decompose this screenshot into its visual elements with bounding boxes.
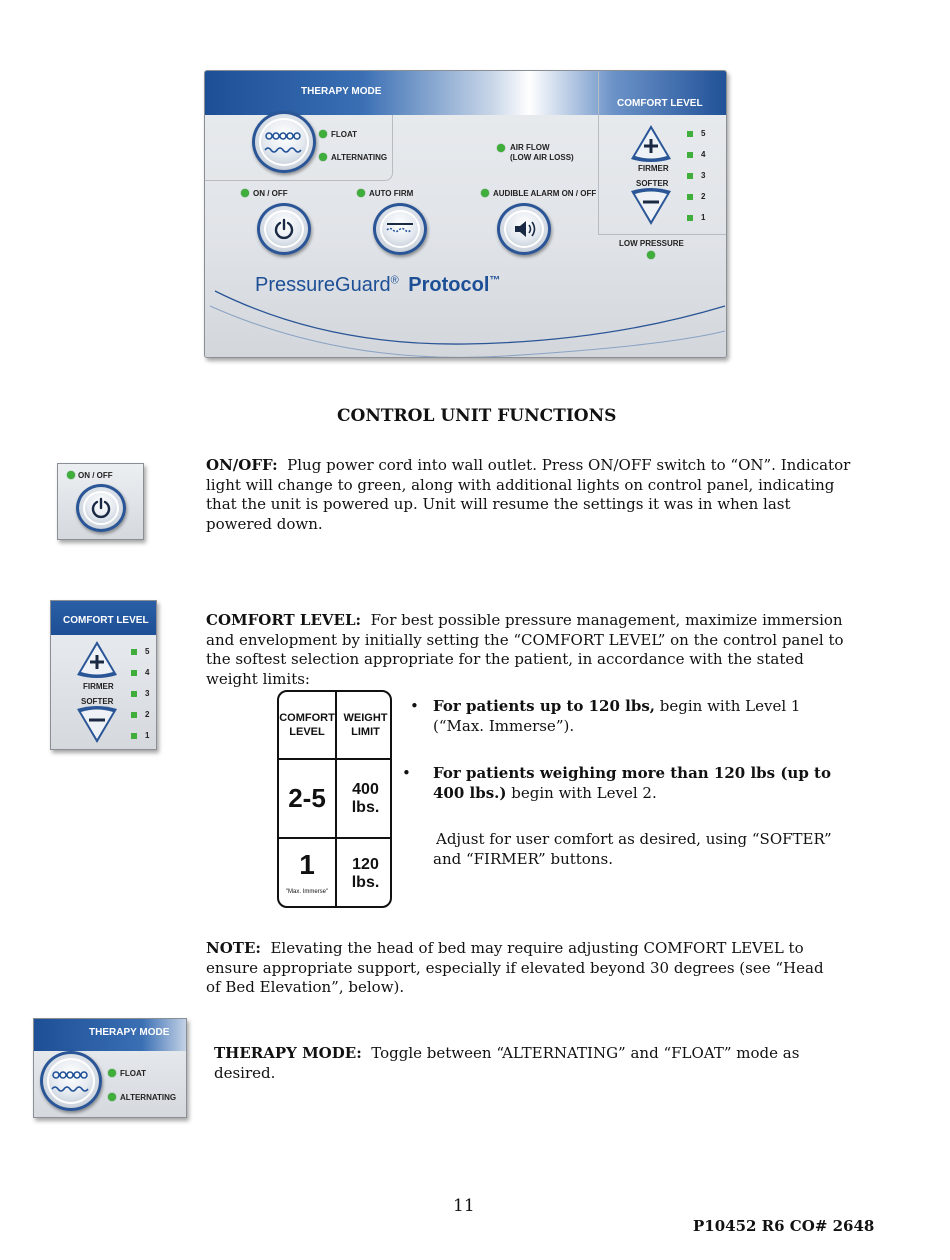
adjust-note: Adjust for user comfort as desired, using “SOFTER” and “FIRMER” buttons. (433, 830, 832, 868)
thumb-level-5: 5 (145, 647, 150, 656)
firmer-label: FIRMER (638, 164, 669, 173)
comfort-level-paragraph (206, 611, 856, 689)
alternating-thumb-label: ALTERNATING (120, 1093, 177, 1102)
thumb-level-3: 3 (145, 689, 150, 698)
control-panel-illustration (204, 70, 727, 358)
bullet-2 (433, 764, 843, 803)
firmer-thumb-button (75, 639, 119, 679)
firmer-thumb-label: FIRMER (83, 682, 114, 691)
level-2-label: 2 (701, 192, 706, 201)
level-1-label: 1 (701, 213, 706, 222)
thumb-level-2: 2 (145, 710, 150, 719)
bullet-2-text: begin with Level 2. (511, 783, 657, 802)
on-off-thumb-label: ON / OFF (78, 471, 113, 480)
audible-alarm-button (497, 203, 551, 255)
section-heading: CONTROL UNIT FUNCTIONS (337, 406, 617, 426)
on-off-label: ON / OFF (253, 189, 288, 198)
table-row1-weight: 400 lbs. (351, 780, 380, 816)
comfort-level-label: COMFORT LEVEL (617, 98, 703, 109)
level-2-led (687, 194, 693, 200)
brand-reg: ® (390, 274, 399, 287)
float-led (319, 130, 327, 138)
air-flow-label: AIR FLOW (510, 143, 550, 152)
level-4-led (687, 152, 693, 158)
decorative-swoosh (205, 276, 727, 358)
therapy-mode-icon (263, 132, 305, 156)
audible-alarm-label: AUDIBLE ALARM ON / OFF (493, 189, 597, 198)
firmer-button (629, 123, 673, 163)
softer-thumb-label: SOFTER (81, 697, 114, 706)
on-off-text: Plug power cord into wall outlet. Press ON/OFF switch to “ON”. Indicator light will change to green, along with additional lights on control panel, indicating that the unit is powered up. Unit will resume the settings it was in when last powered down. (206, 456, 851, 533)
table-header-weight-limit: WEIGHT LIMIT (343, 712, 388, 738)
thumb-level-4: 4 (145, 668, 150, 677)
note-term: NOTE: (206, 939, 261, 957)
air-flow-led (497, 144, 505, 152)
speaker-icon (513, 219, 537, 239)
comfort-level-thumbnail (50, 600, 157, 750)
level-1-led (687, 215, 693, 221)
brand-name: PressureGuard (255, 274, 391, 296)
therapy-mode-paragraph (214, 1044, 854, 1083)
document-code: P10452 R6 CO# 2648 (693, 1217, 875, 1235)
auto-firm-label: AUTO FIRM (369, 189, 414, 198)
on-off-thumb-button (76, 484, 126, 532)
level-3-label: 3 (701, 171, 706, 180)
therapy-thumb-label: THERAPY MODE (89, 1027, 170, 1038)
air-flow-sublabel: (LOW AIR LOSS) (510, 153, 574, 162)
power-icon (90, 497, 112, 519)
level-4-label: 4 (701, 150, 706, 159)
therapy-mode-button (252, 111, 316, 173)
level-3-led (687, 173, 693, 179)
therapy-thumb-button (40, 1051, 102, 1111)
table-row2-level: 1 (299, 849, 315, 880)
brand-tm: ™ (489, 274, 501, 287)
bullet-1-bold: For patients up to 120 lbs, (433, 697, 655, 715)
float-thumb-label: FLOAT (120, 1069, 147, 1078)
therapy-term: THERAPY MODE: (214, 1044, 362, 1062)
auto-firm-icon (385, 220, 415, 238)
level-5-label: 5 (701, 129, 706, 138)
note-text: Elevating the head of bed may require adjusting COMFORT LEVEL to ensure appropriate support, especially if elevated beyond 30 degrees (see “Head of Bed Elevation”, below). (206, 939, 824, 997)
table-row2-weight: 120 lbs. (351, 855, 380, 891)
alternating-led (319, 153, 327, 161)
low-pressure-led (647, 251, 655, 259)
table-header-comfort-level: COMFORT LEVEL (279, 712, 335, 738)
low-pressure-label: LOW PRESSURE (619, 239, 684, 248)
brand-product: Protocol (408, 274, 490, 296)
power-icon (273, 218, 295, 240)
comfort-thumb-label: COMFORT LEVEL (63, 615, 149, 626)
comfort-text: For best possible pressure management, maximize immersion and envelopment by initially setting the “COMFORT LEVEL” on the control panel to the softest selection appropriate for the patient, in accordance with the stated weight limits: (206, 611, 844, 688)
bullet-2-bold: For patients weighing more than 120 lbs (up to 400 lbs.) (433, 764, 831, 802)
bullet-1-text: begin with Level 1 (“Max. Immerse”). (433, 697, 801, 735)
softer-thumb-button (75, 705, 119, 745)
on-off-led (241, 189, 249, 197)
on-off-button (257, 203, 311, 255)
therapy-mode-thumbnail (33, 1018, 187, 1118)
comfort-term: COMFORT LEVEL: (206, 611, 362, 629)
bullet-1-marker: • (410, 697, 419, 715)
therapy-mode-icon (50, 1071, 92, 1095)
softer-button (629, 187, 673, 227)
thumb-level-1: 1 (145, 731, 150, 740)
bullet-2-marker: • (402, 764, 411, 782)
note-paragraph (206, 939, 826, 998)
table-row2-sublabel: "Max. Immerse" (285, 889, 329, 895)
on-off-term: ON/OFF: (206, 456, 278, 474)
alternating-label: ALTERNATING (331, 153, 388, 162)
page-number: 11 (453, 1196, 475, 1216)
therapy-text: Toggle between “ALTERNATING” and “FLOAT” mode as desired. (214, 1044, 800, 1082)
audible-alarm-led (481, 189, 489, 197)
on-off-paragraph (206, 456, 856, 534)
level-5-led (687, 131, 693, 137)
on-off-thumbnail (57, 463, 144, 540)
therapy-mode-label: THERAPY MODE (301, 86, 382, 97)
table-row1-level: 2-5 (288, 783, 326, 813)
weight-limit-table (277, 690, 392, 908)
bullet-1 (433, 697, 843, 736)
auto-firm-led (357, 189, 365, 197)
auto-firm-button (373, 203, 427, 255)
softer-label: SOFTER (636, 179, 669, 188)
float-label: FLOAT (331, 130, 358, 139)
